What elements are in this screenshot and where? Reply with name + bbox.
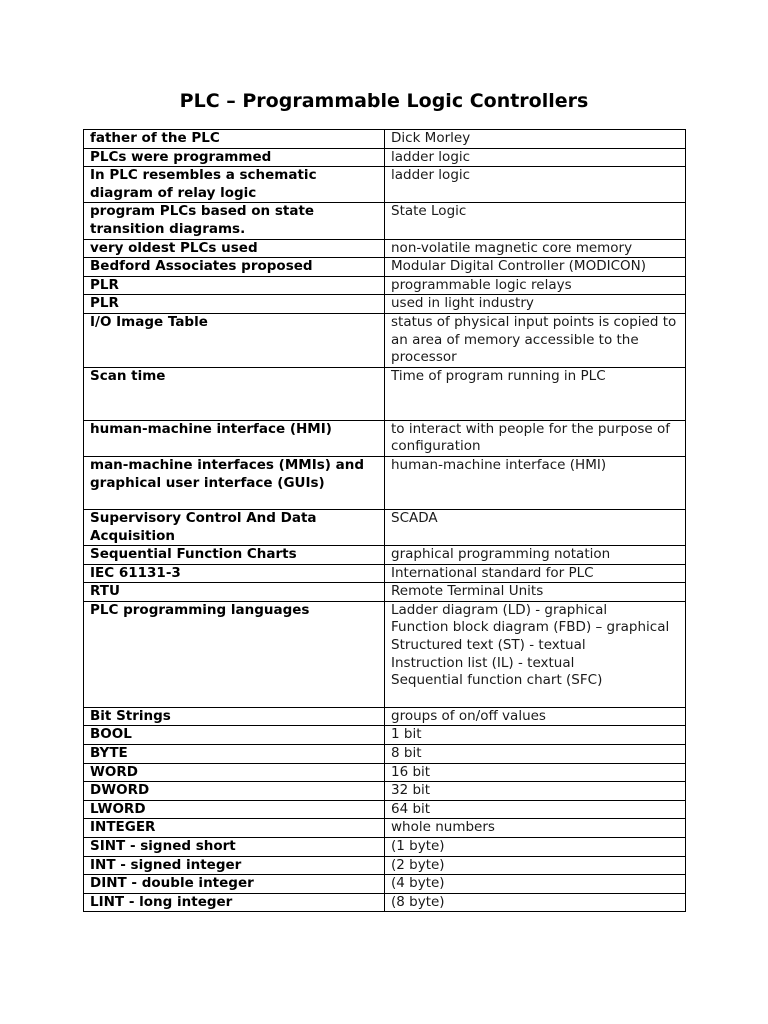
definition-text: 64 bit [391,800,431,817]
definition-cell [385,893,686,912]
table-row [84,367,686,420]
table-row [84,258,686,277]
table-row [84,819,686,838]
term-cell: man-machine interfaces (MMIs) and graphical user interface (GUIs) [84,456,385,509]
definition-text: programmable logic relays [391,276,572,293]
terms-table [83,129,686,912]
definition-text: groups of on/off values [391,707,546,724]
term-cell: PLR [84,276,385,295]
definition-text: (4 byte) [391,875,445,892]
definition-cell [385,875,686,894]
definition-text: ladder logic [391,148,471,165]
definition-text: used in light industry [391,295,534,312]
term-cell: Supervisory Control And Data Acquisition [84,509,385,545]
table-row [84,456,686,509]
term-cell: program PLCs based on state transition diagrams. [84,203,385,239]
table-row [84,893,686,912]
table-row [84,875,686,894]
definition-cell [385,420,686,456]
definition-text: 8 bit [391,745,422,762]
table-row [84,420,686,456]
definition-text: Time of program running in PLC [391,367,606,384]
table-row [84,583,686,602]
definition-cell [385,313,686,367]
term-cell: INTEGER [84,819,385,838]
term-cell: BYTE [84,745,385,764]
term-cell: SINT - signed short [84,838,385,857]
definition-cell [385,276,686,295]
definition-text: status of physical input points is copied to an area of memory accessible to the processor [391,313,677,366]
definition-text: Structured text (ST) - textual [391,637,586,654]
definition-text: ladder logic [391,167,471,184]
term-cell: I/O Image Table [84,313,385,367]
term-cell: PLCs were programmed [84,148,385,167]
definition-text: Dick Morley [391,130,471,146]
table-row [84,509,686,545]
table-row [84,167,686,203]
definition-text: human-machine interface (HMI) [391,456,607,473]
table-row [84,313,686,367]
definition-cell [385,707,686,726]
definition-text: non-volatile magnetic core memory [391,239,633,256]
term-cell: DWORD [84,782,385,801]
table-row [84,203,686,239]
definition-text: 32 bit [391,782,431,799]
definition-text: Ladder diagram (LD) - graphical [391,601,608,618]
term-cell: PLR [84,295,385,314]
table-row [84,601,686,707]
term-cell: Scan time [84,367,385,420]
term-cell: father of the PLC [84,130,385,149]
page-title: PLC – Programmable Logic Controllers [179,90,589,112]
term-cell: INT - signed integer [84,856,385,875]
table-row [84,239,686,258]
table-row [84,130,686,149]
table-row [84,564,686,583]
table-row [84,276,686,295]
definition-cell [385,745,686,764]
definition-text: 16 bit [391,763,431,780]
definition-cell [385,726,686,745]
term-cell: LWORD [84,800,385,819]
definition-cell [385,564,686,583]
term-cell: Bedford Associates proposed [84,258,385,277]
terms-table-body [84,130,686,912]
definition-cell [385,367,686,420]
term-cell: IEC 61131-3 [84,564,385,583]
definition-text: Instruction list (IL) - textual [391,654,575,671]
definition-cell [385,203,686,239]
definition-text: Function block diagram (FBD) – graphical [391,619,670,636]
definition-cell [385,239,686,258]
table-row [84,726,686,745]
table-row [84,295,686,314]
term-cell: Bit Strings [84,707,385,726]
definition-cell [385,601,686,707]
table-row [84,148,686,167]
definition-cell [385,509,686,545]
table-row [84,800,686,819]
table-row [84,707,686,726]
term-cell: LINT - long integer [84,893,385,912]
term-cell: RTU [84,583,385,602]
term-cell: Sequential Function Charts [84,546,385,565]
definition-cell [385,763,686,782]
definition-text: whole numbers [391,819,495,836]
term-cell: WORD [84,763,385,782]
term-cell: human-machine interface (HMI) [84,420,385,456]
definition-cell [385,800,686,819]
term-cell: DINT - double integer [84,875,385,894]
definition-text: (8 byte) [391,893,445,910]
table-row [84,546,686,565]
definition-cell [385,546,686,565]
table-row [84,838,686,857]
definition-cell [385,856,686,875]
definition-cell [385,583,686,602]
term-cell: PLC programming languages [84,601,385,707]
definition-text: 1 bit [391,726,422,743]
definition-cell [385,456,686,509]
definition-text: SCADA [391,509,438,526]
term-cell: very oldest PLCs used [84,239,385,258]
table-row [84,856,686,875]
definition-text: Sequential function chart (SFC) [391,672,603,689]
definition-text: State Logic [391,203,467,220]
term-cell: In PLC resembles a schematic diagram of relay logic [84,167,385,203]
definition-cell [385,295,686,314]
definition-text: Modular Digital Controller (MODICON) [391,258,647,275]
definition-cell [385,167,686,203]
definition-cell [385,782,686,801]
table-row [84,745,686,764]
table-row [84,782,686,801]
definition-text: graphical programming notation [391,546,611,563]
definition-text: (1 byte) [391,838,445,855]
table-row [84,763,686,782]
definition-cell [385,148,686,167]
definition-cell [385,130,686,149]
definition-cell [385,258,686,277]
definition-text: Remote Terminal Units [391,583,544,600]
definition-text: (2 byte) [391,856,445,873]
definition-text: International standard for PLC [391,564,594,581]
term-cell: BOOL [84,726,385,745]
definition-cell [385,819,686,838]
definition-cell [385,838,686,857]
definition-text: to interact with people for the purpose of configuration [391,420,671,455]
